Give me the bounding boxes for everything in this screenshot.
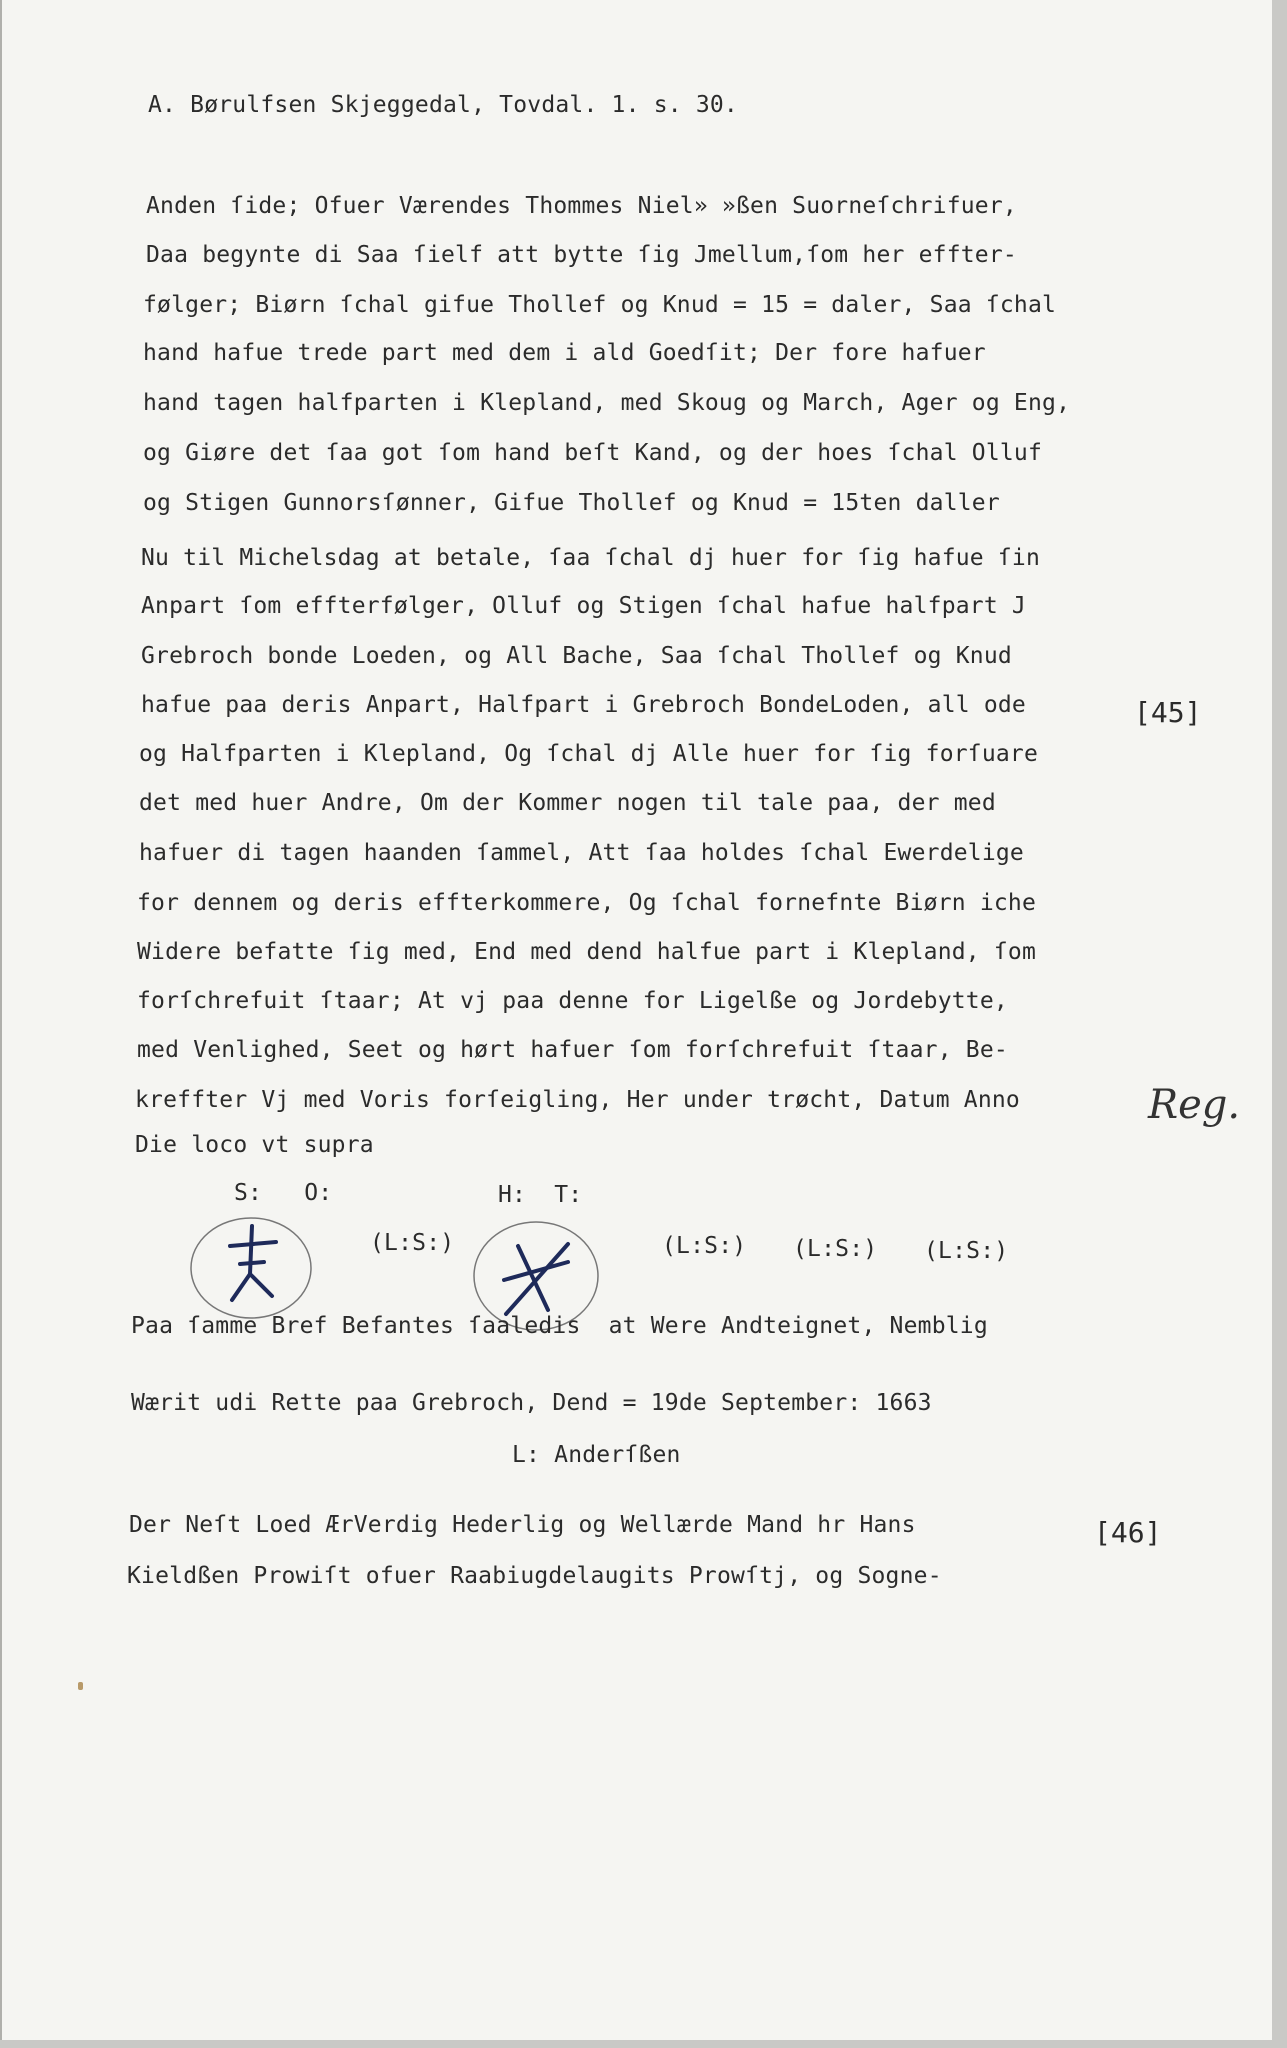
body-line: hafue paa deris Anpart, Halfpart i Grebroch BondeLoden, all ode <box>141 692 1026 718</box>
body-line: Anden ſide; Ofuer Værendes Thommes Niel» »ßen Suorneſchrifuer, <box>146 193 1017 219</box>
body-line: og Halfparten i Klepland, Og ſchal dj Alle huer for ſig forſuare <box>139 741 1039 767</box>
seal-initials: H: T: <box>498 1182 583 1208</box>
body-line: forſchrefuit ſtaar; At vj paa denne for Ligelße og Jordebytte, <box>137 988 1008 1014</box>
body-line: og Stigen Gunnorsſønner, Gifue Thollef og Knud = 15ten daller <box>143 490 1000 516</box>
body-line: Die loco vt supra <box>135 1132 374 1158</box>
seal-ls-label: (L:S:) <box>924 1238 1009 1264</box>
page-reference-45: [45] <box>1134 696 1202 729</box>
paper-speck <box>78 1682 83 1690</box>
body-line: følger; Biørn ſchal gifue Thollef og Knud = 15 = daler, Saa ſchal <box>143 292 1057 318</box>
body-line: det med huer Andre, Om der Kommer nogen til tale paa, der med <box>139 790 996 816</box>
body-line: hafuer di tagen haanden ſammel, Att ſaa holdes ſchal Ewerdelige <box>139 840 1024 866</box>
reg-annotation: Reg. <box>1148 1082 1241 1128</box>
seal-ls-label: (L:S:) <box>662 1233 747 1259</box>
body-line: Daa begynte di Saa ſielf att bytte ſig Jmellum,ſom her effter- <box>146 242 1017 268</box>
body-line: kreffter Vj med Voris forſeigling, Her under trøcht, Datum Anno <box>135 1087 1020 1113</box>
body-line: Wærit udi Rette paa Grebroch, Dend = 19de September: 1663 <box>131 1390 932 1416</box>
body-line: Kieldßen Prowiſt ofuer Raabiugdelaugits Prowſtj, og Sogne- <box>127 1563 942 1589</box>
seal-ls-label: (L:S:) <box>793 1236 878 1262</box>
seal-initials: S: O: <box>234 1180 333 1206</box>
header-line: A. Børulfsen Skjeggedal, Tovdal. 1. s. 30. <box>148 92 738 118</box>
body-line: Anpart ſom effterfølger, Olluf og Stigen ſchal hafue halfpart J <box>141 593 1026 619</box>
body-line: og Giøre det ſaa got ſom hand beſt Kand, og der hoes ſchal Olluf <box>143 440 1043 466</box>
page-reference-46: [46] <box>1094 1516 1162 1549</box>
body-line: Nu til Michelsdag at betale, ſaa ſchal dj huer for ſig hafue ſin <box>141 545 1041 571</box>
body-line: Widere befatte ſig med, End med dend halfue part i Klepland, ſom <box>137 939 1037 965</box>
body-line: Grebroch bonde Loeden, og All Bache, Saa ſchal Thollef og Knud <box>141 643 1012 669</box>
seal-circle-1 <box>186 1212 316 1322</box>
body-line: hand hafue trede part med dem i ald Goedſit; Der fore hafuer <box>143 340 986 366</box>
body-line: Paa ſamme Bref Befantes ſaaledis at Were Andteignet, Nemblig <box>131 1313 988 1339</box>
seal-ls-label: (L:S:) <box>370 1230 455 1256</box>
body-line: med Venlighed, Seet og hørt hafuer ſom forſchrefuit ſtaar, Be- <box>137 1037 1008 1063</box>
body-line: hand tagen halfparten i Klepland, med Skoug og March, Ager og Eng, <box>143 390 1071 416</box>
body-line: for dennem og deris effterkommere, Og ſchal fornefnte Biørn iche <box>137 890 1037 916</box>
body-line: Der Neſt Loed ÆrVerdig Hederlig og Wellærde Mand hr Hans <box>129 1512 916 1538</box>
signature-name: L: Anderſßen <box>512 1442 681 1468</box>
